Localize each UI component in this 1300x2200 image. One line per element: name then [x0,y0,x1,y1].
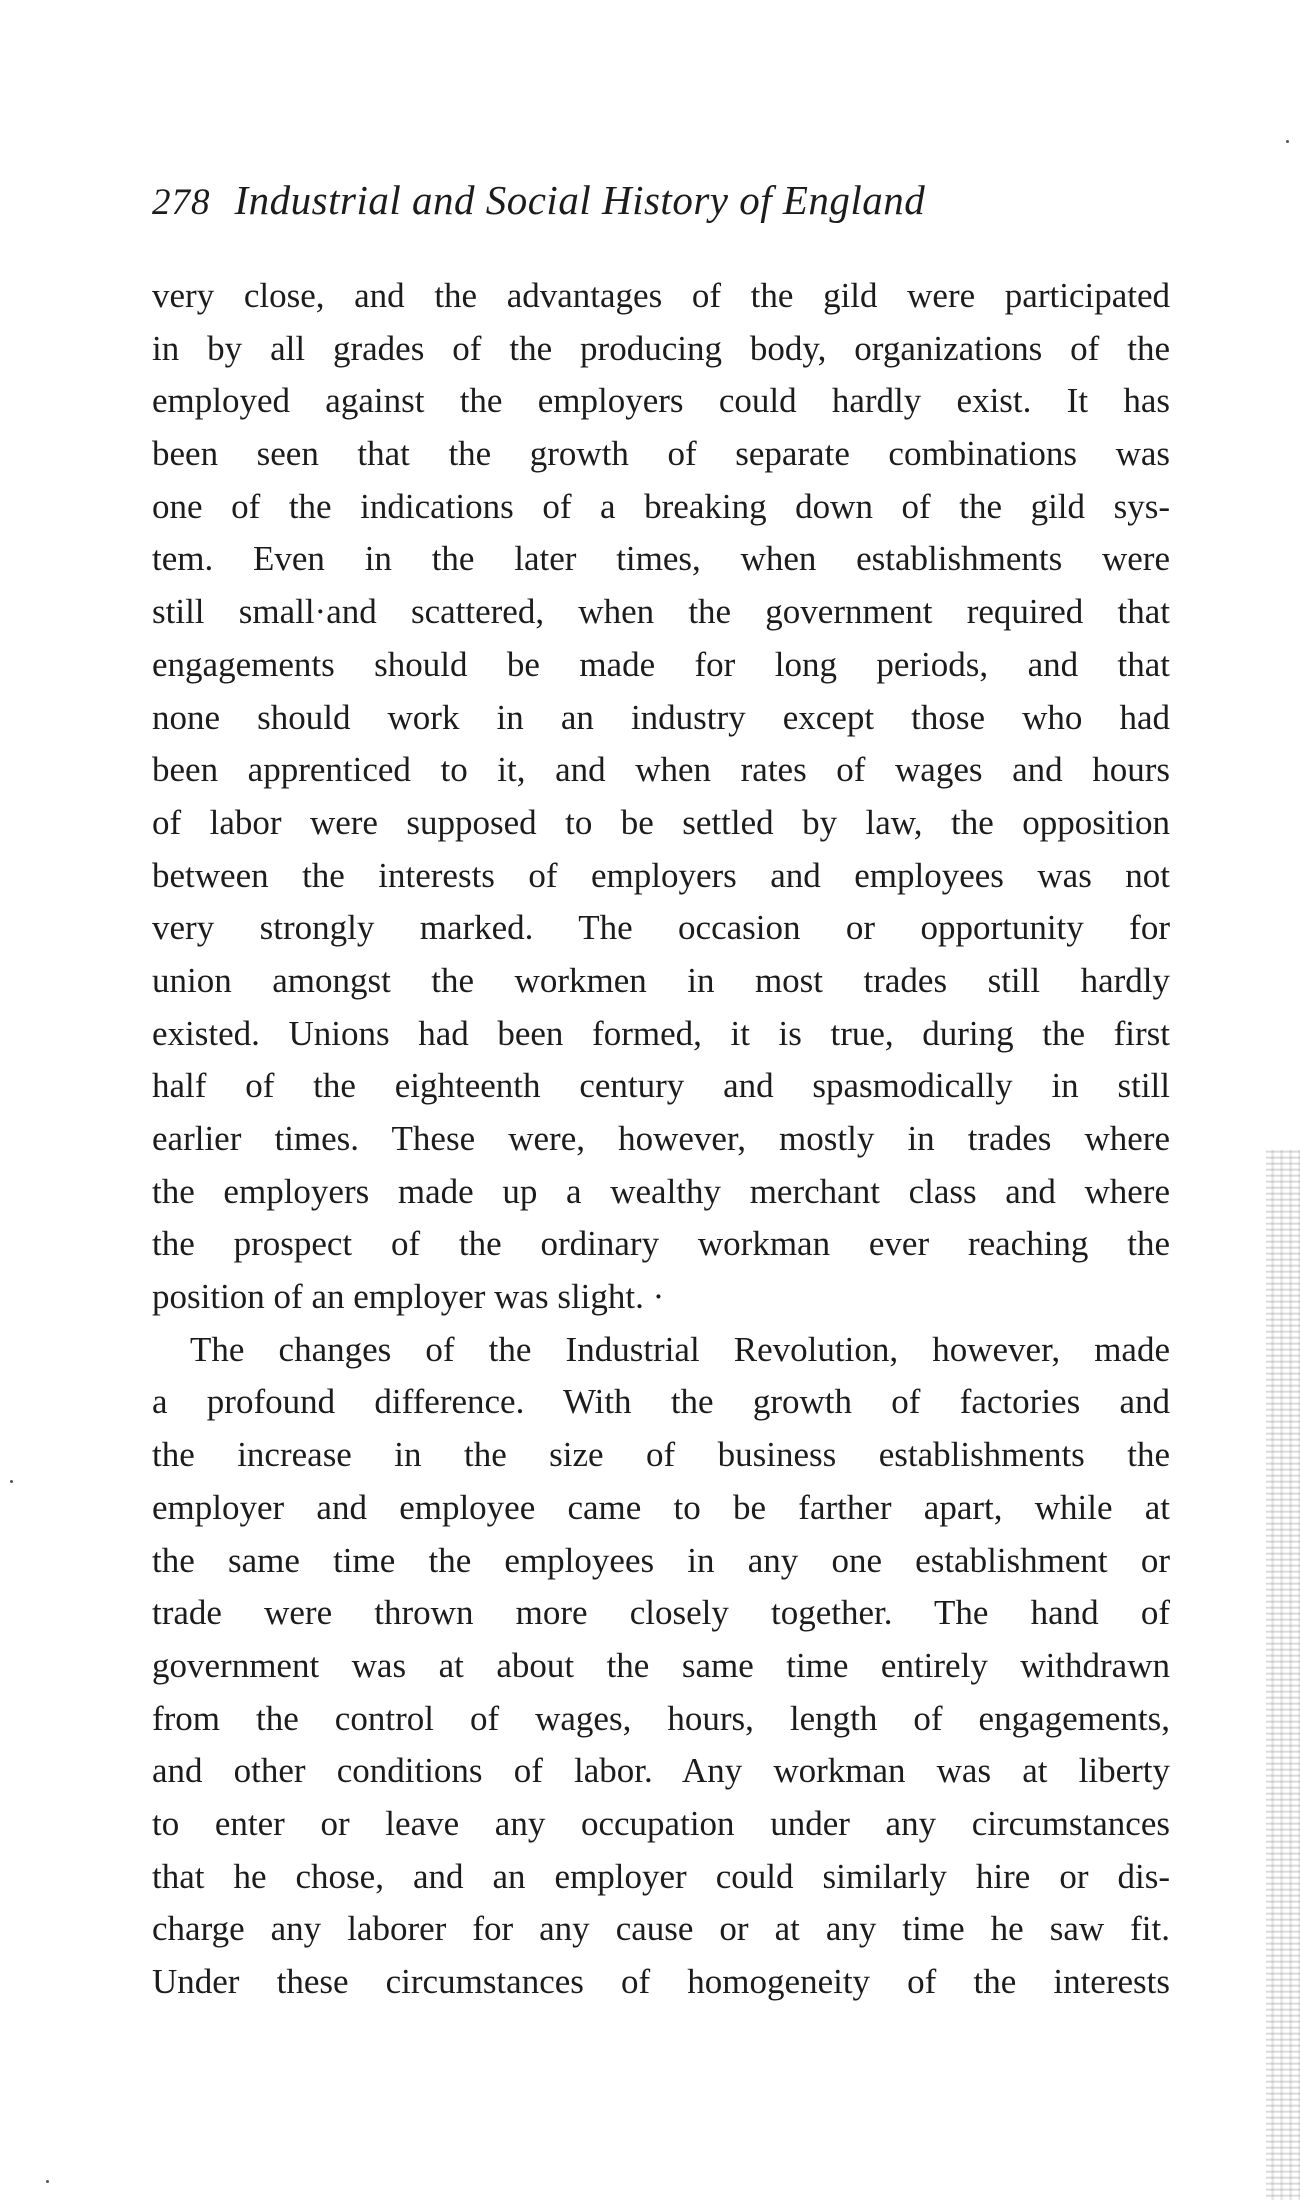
text-line: employed against the employers could hardly exist. It has [152,381,1170,421]
scan-edge-noise [1266,1150,1300,2200]
running-title: Industrial and Social History of England [234,177,926,223]
text-line: existed. Unions had been formed, it is true, during the first [152,1013,1170,1053]
text-line: the same time the employees in any one establishment or [152,1540,1170,1580]
page-number: 278 [152,182,211,223]
body-text [152,270,1170,2009]
text-line: employer and employee came to be farther apart, while at [152,1487,1170,1527]
text-line: in by all grades of the producing body, organizations of the [152,328,1170,368]
text-line: one of the indications of a breaking down of the gild sys- [152,486,1170,526]
scan-speck [10,1480,13,1483]
text-line: Under these circumstances of homogeneity of the interests [152,1962,1170,2001]
text-line: government was at about the same time entirely withdrawn [152,1645,1170,1685]
text-line: charge any laborer for any cause or at any time he saw fit. [152,1909,1170,1949]
text-line: that he chose, and an employer could similarly hire or dis- [152,1856,1170,1896]
text-line: trade were thrown more closely together. The hand of [152,1593,1170,1633]
text-line: the employers made up a wealthy merchant class and where [152,1171,1170,1211]
text-line: none should work in an industry except those who had [152,697,1170,737]
text-line: very close, and the advantages of the gild were participated [152,276,1170,315]
text-line: earlier times. These were, however, mostly in trades where [152,1119,1170,1158]
text-line: and other conditions of labor. Any workman was at liberty [152,1751,1170,1791]
paragraph-start-line: The changes of the Industrial Revolution, however, made [190,1329,1170,1369]
text-line: still small·and scattered, when the government required that [152,592,1170,632]
text-line: the prospect of the ordinary workman ever reaching the [152,1224,1170,1264]
text-line: been apprenticed to it, and when rates of wages and hours [152,750,1170,790]
text-line: been seen that the growth of separate combinations was [152,434,1170,474]
page-header [152,176,1162,236]
text-line: the increase in the size of business establishments the [152,1435,1170,1475]
text-line: very strongly marked. The occasion or opportunity for [152,908,1170,948]
text-line: from the control of wages, hours, length of engagements, [152,1698,1170,1738]
scan-speck [1286,140,1289,143]
text-line: a profound difference. With the growth of factories and [152,1382,1170,1422]
text-line: to enter or leave any occupation under any circumstances [152,1803,1170,1843]
paragraph-end-line: position of an employer was slight. · [152,1277,665,1317]
text-line: engagements should be made for long periods, and that [152,644,1170,684]
text-line: union amongst the workmen in most trades still hardly [152,960,1170,1000]
text-line: between the interests of employers and employees was not [152,855,1170,895]
text-line: tem. Even in the later times, when establishments were [152,539,1170,579]
text-line: of labor were supposed to be settled by law, the opposition [152,802,1170,842]
scan-speck [46,2180,49,2183]
text-line: half of the eighteenth century and spasmodically in still [152,1066,1170,1106]
